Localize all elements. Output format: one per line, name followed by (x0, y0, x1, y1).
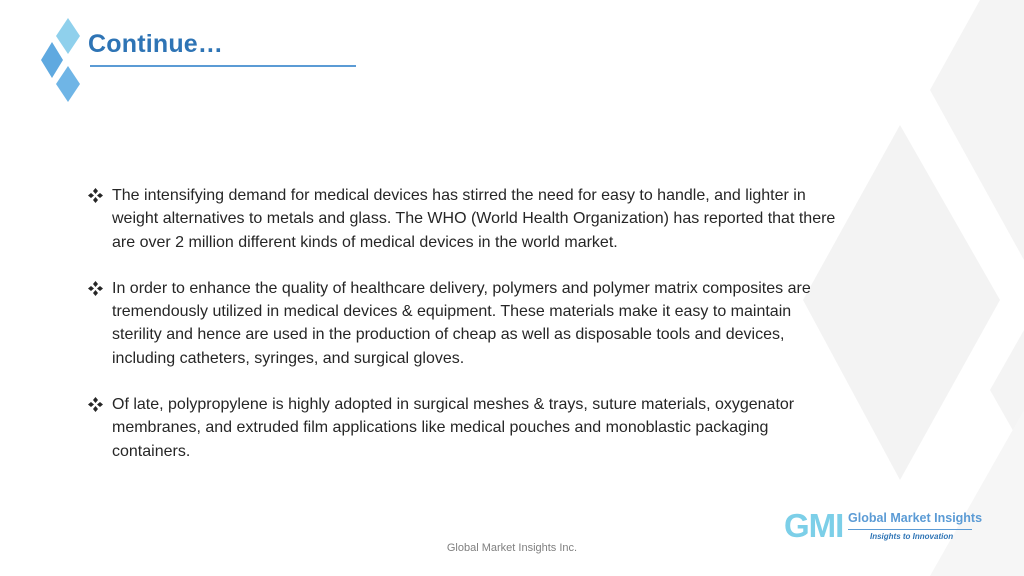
four-diamond-bullet-icon (88, 188, 103, 203)
page-title: Continue… (88, 30, 224, 58)
diamond-cluster-icon (38, 14, 84, 108)
gmi-logo-name: Global Market Insights (848, 511, 983, 525)
gmi-logo-letters: GMI (784, 507, 844, 544)
bullet-item (88, 184, 838, 254)
footer-text: Global Market Insights Inc. (446, 542, 578, 554)
bullet-list (88, 184, 838, 486)
bullet-text: Of late, polypropylene is highly adopted in surgical meshes & trays, suture materials, oxygenator membranes, and extruded film applications like medical pouches and monoblastic packaging containers. (112, 396, 795, 460)
four-diamond-bullet-icon (88, 281, 103, 296)
bullet-item (88, 393, 838, 463)
gmi-logo-tagline: Insights to Innovation (870, 532, 954, 541)
bullet-text: In order to enhance the quality of healthcare delivery, polymers and polymer matrix composites are tremendously utilized in medical devices & equipment. These materials make it easy to maintain sterility and hence are used in the production of cheap as well as disposable tools and devices, including catheters, syringes, and surgical gloves. (112, 279, 811, 367)
bullet-text: The intensifying demand for medical devices has stirred the need for easy to handle, and lighter in weight alternatives to metals and glass. The WHO (World Health Organization) has reported that there are over 2 million different kinds of medical devices in the world market. (112, 187, 836, 251)
title-underline (90, 65, 356, 67)
gmi-logo-divider (848, 529, 972, 530)
bullet-item (88, 277, 838, 370)
four-diamond-bullet-icon (88, 397, 103, 412)
